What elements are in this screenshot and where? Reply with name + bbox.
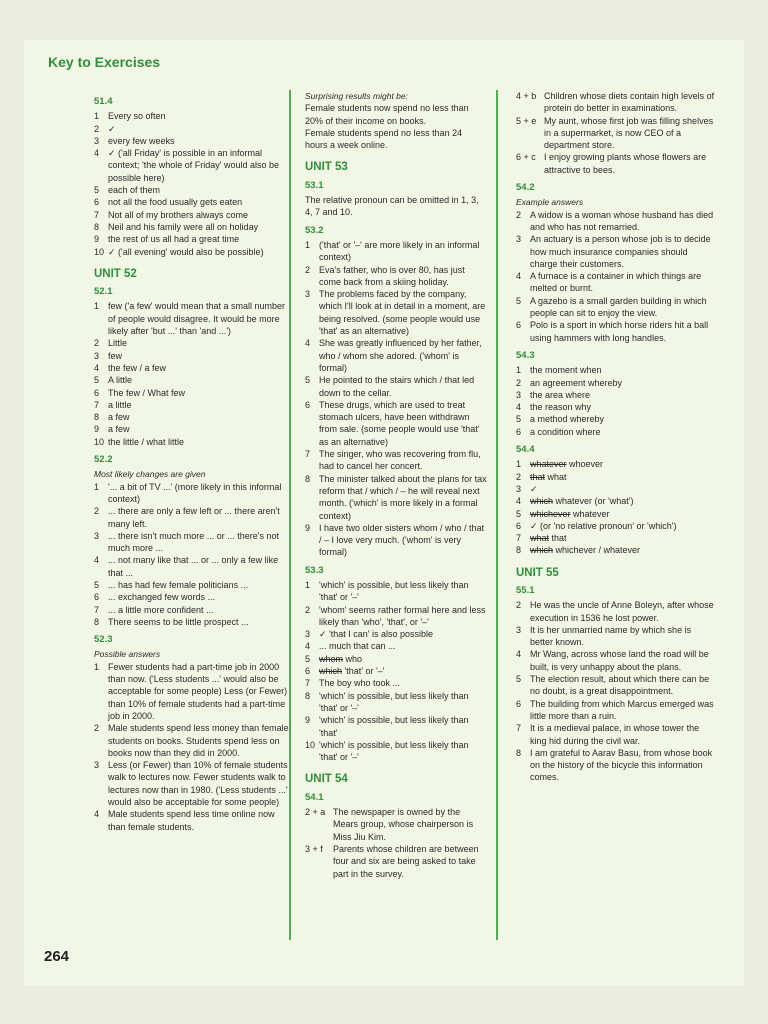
item-number: 2	[516, 471, 522, 482]
answer-item	[94, 505, 290, 530]
correction-text: that	[549, 533, 567, 544]
item-number: 2	[305, 604, 311, 615]
item-text: These drugs, which are used to treat stomach ulcers, have been withdrawn from sale. (some people would use 'that' as an alternative)	[319, 399, 480, 447]
item-text	[530, 532, 716, 544]
item-number: 5	[94, 579, 100, 590]
item-number: 3	[516, 389, 522, 400]
item-text: A little	[108, 375, 133, 386]
answer-item	[94, 233, 290, 245]
correction-text: whatever (or 'what')	[553, 496, 634, 507]
answer-item	[305, 374, 487, 399]
answer-item	[94, 423, 290, 435]
item-text: the few / a few	[108, 362, 167, 373]
item-number: 10	[94, 246, 105, 257]
answer-item	[94, 387, 290, 399]
item-number: 2	[94, 506, 100, 517]
item-text: 'whom' seems rather formal here and less likely than 'who', 'that', or '–'	[319, 604, 486, 627]
answer-item	[305, 239, 487, 264]
item-text: ... a little more confident ...	[108, 604, 214, 615]
item-number: 5 + e	[516, 115, 537, 126]
answer-item	[94, 591, 290, 603]
answer-item	[305, 288, 487, 337]
item-number: 4	[305, 641, 311, 652]
answer-item	[94, 221, 290, 233]
item-number: 8	[94, 616, 100, 627]
answer-item	[305, 690, 487, 715]
item-text: The building from which Marcus emerged was little more than a ruin.	[530, 698, 714, 721]
item-number: 4	[305, 338, 311, 349]
answer-item	[305, 653, 487, 665]
item-number: 1	[516, 459, 522, 470]
answer-item	[94, 246, 290, 258]
item-number: 4	[94, 148, 100, 159]
exercise-heading: 53.2	[305, 224, 324, 236]
item-number: 1	[305, 239, 311, 250]
item-number: 2	[94, 338, 100, 349]
answer-item	[94, 196, 290, 208]
item-number: 8	[305, 473, 311, 484]
item-text: My aunt, whose first job was filling shelves in a supermarket, is now CEO of a department store.	[544, 115, 714, 151]
item-text: Not all of my brothers always come	[108, 209, 249, 220]
item-text: The election result, about which there can be no doubt, is a great disappointment.	[530, 674, 710, 697]
answer-item	[516, 270, 716, 295]
item-text: an agreement whereby	[530, 377, 623, 388]
answer-item	[94, 481, 290, 506]
item-number: 8	[305, 690, 311, 701]
item-text: Fewer students had a part-time job in 2000 than now. ('Less students ...' would also be acceptable for some people) Less (or Fewer) than 10% of female students had a part-time job in 2000.	[108, 661, 288, 721]
answer-text: Female students now spend no less than 20% of their income on books.	[305, 103, 469, 126]
item-text: a few	[108, 412, 130, 423]
item-number: 4	[94, 555, 100, 566]
item-number: 8	[94, 221, 100, 232]
item-number: 1	[516, 365, 522, 376]
answer-item	[94, 661, 290, 722]
item-number: 8	[516, 747, 522, 758]
item-text: There seems to be little prospect ...	[108, 616, 249, 627]
item-number: 2	[516, 377, 522, 388]
item-text: Polo is a sport in which horse riders hit a ball using hammers with long handles.	[530, 320, 709, 343]
item-text: Parents whose children are between four and six are being asked to take part in the survey.	[333, 843, 479, 879]
instruction-note: Surprising results might be:	[305, 91, 408, 101]
answer-item	[94, 579, 290, 591]
answer-item	[94, 759, 290, 808]
item-number: 3	[305, 629, 311, 640]
exercise-heading: 52.1	[94, 286, 113, 298]
item-text: a method whereby	[530, 414, 605, 425]
item-number: 9	[305, 715, 311, 726]
item-number: 6	[94, 387, 100, 398]
correction-text: what	[545, 471, 567, 482]
exercise-heading: 51.4	[94, 96, 113, 107]
item-text: a little	[108, 399, 132, 410]
item-number: 6	[305, 666, 311, 677]
item-number: 4	[516, 271, 522, 282]
answer-item	[516, 319, 716, 344]
item-text: not all the food usually gets eaten	[108, 197, 243, 208]
item-number: 2	[516, 600, 522, 611]
item-text: Neil and his family were all on holiday	[108, 221, 259, 232]
answer-item	[516, 508, 716, 520]
item-text: the moment when	[530, 365, 602, 376]
item-text: The newspaper is owned by the Mears group, whose chairperson is Miss Jiu Kim.	[333, 807, 474, 842]
answer-item	[94, 184, 290, 196]
item-number: 4	[516, 649, 522, 660]
item-number: 2	[94, 123, 100, 134]
answer-item	[94, 350, 290, 362]
answer-item	[305, 640, 487, 652]
struck-word: whichever	[530, 508, 571, 519]
item-number: 2	[94, 723, 100, 734]
item-text: He was the uncle of Anne Boleyn, after whose execution in 1536 he lost power.	[530, 600, 714, 623]
answer-item	[516, 471, 716, 483]
exercise-heading: 54.2	[516, 182, 535, 194]
item-text: '... a bit of TV ...' (more likely in this informal context)	[108, 481, 282, 504]
item-number: 6	[516, 698, 522, 709]
item-number: 7	[305, 449, 311, 460]
item-number: 3	[305, 289, 311, 300]
answer-item	[516, 364, 716, 376]
item-text: the little / what little	[108, 436, 185, 447]
item-text: An actuary is a person whose job is to decide how much insurance companies should charge their customers.	[530, 234, 711, 269]
item-text: ... exchanged few words ...	[108, 592, 216, 603]
answer-item	[305, 628, 487, 640]
item-number: 1	[305, 579, 311, 590]
item-text: ... not many like that ... or ... only a few like that ...	[108, 555, 279, 578]
page-title: Key to Exercises	[48, 54, 161, 70]
item-text: The minister talked about the plans for tax reform that / which / – he will reveal next month. ('which' is more likely in a formal context)	[319, 473, 487, 521]
answer-item	[516, 747, 716, 784]
answer-item	[516, 698, 716, 723]
answer-item	[516, 483, 716, 495]
item-number: 3	[516, 483, 522, 494]
item-number: 7	[94, 604, 100, 615]
item-number: 4	[94, 362, 100, 373]
item-number: 5	[516, 508, 522, 519]
answer-item	[516, 532, 716, 544]
item-number: 3	[94, 760, 100, 771]
answer-item	[516, 458, 716, 470]
item-number: 4	[516, 496, 522, 507]
answer-item	[94, 209, 290, 221]
answer-item	[94, 362, 290, 374]
answer-item	[305, 399, 487, 448]
item-number: 3	[516, 624, 522, 635]
answer-item	[516, 233, 716, 270]
item-text: few ('a few' would mean that a small number of people would disagree. It would be more likely after 'but ...' than 'and ...')	[108, 301, 286, 337]
answer-item	[516, 722, 716, 747]
answer-item	[516, 673, 716, 698]
struck-word: whom	[319, 653, 344, 664]
column-divider	[496, 90, 498, 940]
item-text	[319, 653, 487, 665]
item-text: ✓ ('all Friday' is possible in an informal context; 'the whole of Friday' would also be possible here)	[108, 148, 280, 183]
answer-item	[94, 554, 290, 579]
item-text: The boy who took ...	[319, 678, 401, 689]
exercise-heading: 54.1	[305, 791, 324, 803]
item-text: Mr Wang, across whose land the road will be built, is very unhappy about the plans.	[530, 649, 709, 672]
item-number: 2 + a	[305, 807, 326, 818]
item-number: 4 + b	[516, 91, 537, 101]
answer-item	[305, 677, 487, 689]
column-1	[94, 90, 290, 833]
item-number: 7	[305, 678, 311, 689]
item-text: each of them	[108, 185, 161, 196]
answer-item	[94, 399, 290, 411]
item-number: 6	[305, 399, 311, 410]
page-number: 264	[44, 948, 70, 965]
item-number: 5	[94, 375, 100, 386]
answer-item	[305, 264, 487, 289]
answer-item	[94, 123, 290, 135]
item-number: 7	[516, 533, 522, 544]
correction-text: whichever / whatever	[553, 545, 641, 556]
item-text: The few / What few	[108, 387, 186, 398]
column-divider	[289, 90, 291, 940]
answer-item	[516, 90, 716, 115]
item-number: 5	[516, 414, 522, 425]
exercise-heading: 53.3	[305, 564, 324, 576]
exercise-heading: 54.4	[516, 444, 535, 456]
item-number: 6	[516, 426, 522, 437]
answer-item	[516, 401, 716, 413]
item-text: the reason why	[530, 402, 592, 413]
item-text: Less (or Fewer) than 10% of female students walk to lectures now. Fewer students walk to lectures now than in 1980. ('Less students ...' would also be acceptable for some people)	[108, 760, 288, 808]
unit-heading: UNIT 53	[305, 161, 348, 174]
answer-item	[516, 544, 716, 556]
instruction-note: Most likely changes are given	[94, 469, 206, 480]
item-number: 1	[94, 661, 100, 672]
item-number: 3 + f	[305, 843, 323, 854]
correction-text: whoever	[566, 459, 604, 470]
item-text	[530, 458, 716, 470]
item-text	[319, 665, 487, 677]
instruction-note: Possible answers	[94, 649, 161, 660]
answer-item	[94, 374, 290, 386]
item-text: ✓	[108, 123, 116, 134]
item-text: ... has had few female politicians ...	[108, 579, 249, 590]
item-text	[530, 471, 716, 483]
exercise-heading: 55.1	[516, 584, 535, 596]
answer-item	[305, 739, 487, 764]
item-number: 6	[516, 320, 522, 331]
item-number: 4	[94, 809, 100, 820]
answer-item	[516, 426, 716, 438]
answer-text: Female students spend no less than 24 hours a week online.	[305, 127, 463, 151]
item-text: A furnace is a container in which things are melted or burnt.	[530, 271, 702, 294]
item-number: 6	[94, 592, 100, 603]
item-number: 10	[305, 739, 316, 750]
struck-word: whatever	[530, 459, 567, 470]
item-number: 3	[94, 530, 100, 541]
answer-item	[516, 520, 716, 532]
answer-item	[94, 722, 290, 759]
item-number: 6	[94, 197, 100, 208]
item-number: 6	[516, 520, 522, 531]
item-number: 5	[94, 185, 100, 196]
item-text: the area where	[530, 389, 591, 400]
answer-item	[516, 495, 716, 507]
item-text: every few weeks	[108, 135, 175, 146]
item-text: The singer, who was recovering from flu, had to cancel her concert.	[319, 449, 481, 472]
answer-item	[305, 843, 487, 880]
item-text: Male students spend less time online now than female students.	[108, 809, 275, 832]
item-text	[530, 508, 716, 520]
struck-word: that	[530, 471, 546, 482]
item-text: ✓ (or 'no relative pronoun' or 'which')	[530, 520, 677, 531]
item-text: the rest of us all had a great time	[108, 234, 240, 245]
answer-item	[305, 665, 487, 677]
exercise-heading: 52.3	[94, 634, 113, 646]
item-text	[530, 495, 716, 507]
answer-item	[516, 648, 716, 673]
item-number: 9	[94, 424, 100, 435]
item-text: Every so often	[108, 111, 166, 122]
exercise-heading: 52.2	[94, 454, 113, 466]
item-number: 9	[305, 522, 311, 533]
item-text: ✓ 'that I can' is also possible	[319, 629, 434, 640]
answer-item	[516, 377, 716, 389]
exercise-heading: 53.1	[305, 179, 324, 191]
answer-item	[94, 604, 290, 616]
item-text	[530, 544, 716, 556]
item-text: It is a medieval palace, in whose tower the king hid during the civil war.	[530, 723, 700, 746]
item-text: 'which' is possible, but less likely than 'that' or '–'	[319, 579, 469, 603]
answer-item	[516, 599, 716, 624]
item-text: A gazebo is a small garden building in which people can sit to enjoy the view.	[530, 295, 707, 319]
correction-text: 'that' or '–'	[342, 666, 385, 677]
answer-item	[305, 806, 487, 843]
answer-item	[94, 147, 290, 184]
item-text: 'which' is possible, but less likely than 'that' or '–'	[319, 690, 469, 713]
struck-word: which	[530, 545, 554, 556]
item-text: I enjoy growing plants whose flowers are attractive to bees.	[544, 152, 707, 175]
item-number: 1	[94, 111, 100, 122]
exercise-heading: 54.3	[516, 349, 535, 361]
answer-item	[305, 604, 487, 629]
answer-item	[305, 337, 487, 374]
answer-item	[94, 110, 290, 122]
item-text: 'which' is possible, but less likely than 'that' or '–'	[319, 739, 469, 763]
item-text: ... there are only a few left or ... there aren't many left.	[108, 506, 280, 529]
item-text: The problems faced by the company, which I'll look at in detail in a moment, are being resolved. (some people would use 'that' as an alternative)	[319, 289, 486, 337]
unit-heading: UNIT 55	[516, 566, 559, 579]
item-text: He pointed to the stairs which / that led down to the cellar.	[319, 375, 475, 398]
item-number: 5	[516, 674, 522, 685]
item-text: She was greatly influenced by her father, who / whom she adored. ('whom' is formal)	[319, 338, 482, 373]
item-number: 2	[516, 209, 522, 220]
item-number: 8	[516, 545, 522, 556]
item-number: 5	[305, 653, 311, 664]
item-text: I am grateful to Aarav Basu, from whose book on the history of the bicycle this information comes.	[530, 747, 713, 783]
item-text: ... there isn't much more ... or ... there's not much more ...	[108, 530, 280, 554]
instruction-note: Example answers	[516, 197, 584, 208]
item-text: ('that' or '–' are more likely in an informal context)	[319, 239, 480, 263]
item-text: Little	[108, 338, 128, 349]
answer-item	[305, 714, 487, 739]
item-number: 3	[94, 135, 100, 146]
item-text: ✓	[530, 483, 538, 494]
item-text: 'which' is possible, but less likely than 'that'	[319, 715, 469, 738]
answer-item	[305, 579, 487, 604]
item-number: 3	[516, 234, 522, 245]
item-number: 10	[94, 436, 105, 447]
item-number: 6 + c	[516, 152, 536, 163]
item-text: I have two older sisters whom / who / that / – I love very much. ('whom' is very formal)	[319, 522, 485, 558]
item-number: 3	[94, 350, 100, 361]
unit-heading: UNIT 52	[94, 267, 137, 280]
answer-item	[94, 808, 290, 833]
answer-item	[516, 624, 716, 649]
struck-word: which	[319, 666, 343, 677]
correction-text: whatever	[570, 508, 610, 519]
item-number: 1	[94, 301, 100, 312]
item-number: 9	[94, 234, 100, 245]
item-text: It is her unmarried name by which she is better known.	[530, 624, 692, 648]
item-number: 5	[516, 295, 522, 306]
answer-item	[516, 115, 716, 152]
item-number: 4	[516, 402, 522, 413]
answer-item	[94, 616, 290, 628]
struck-word: what	[530, 533, 550, 544]
item-text: Male students spend less money than female students on books. Students spend less on books now than they did in 2000.	[108, 723, 289, 758]
item-number: 8	[94, 412, 100, 423]
correction-text: who	[343, 653, 363, 664]
answer-item	[94, 530, 290, 555]
answer-item	[305, 448, 487, 473]
answer-item	[305, 522, 487, 559]
unit-heading: UNIT 54	[305, 773, 348, 786]
answer-item	[516, 209, 716, 234]
column-2	[305, 90, 487, 880]
answer-item	[516, 295, 716, 320]
item-text: Children whose diets contain high levels of protein do better in examinations.	[544, 91, 715, 114]
item-text: ✓ ('all evening' would also be possible)	[108, 246, 264, 257]
item-text: few	[108, 350, 123, 361]
answer-item	[94, 300, 290, 337]
item-number: 1	[94, 481, 100, 492]
item-number: 7	[516, 723, 522, 734]
answer-item	[516, 389, 716, 401]
item-number: 7	[94, 399, 100, 410]
item-number: 5	[305, 375, 311, 386]
item-text: ... much that can ...	[319, 641, 396, 652]
answer-item	[94, 337, 290, 349]
struck-word: which	[530, 496, 554, 507]
item-text: Eva's father, who is over 80, has just come back from a skiing holiday.	[319, 264, 465, 287]
answer-item	[516, 151, 716, 176]
item-text: a condition where	[530, 426, 601, 437]
item-text: A widow is a woman whose husband has died and who has not remarried.	[530, 209, 714, 232]
answer-item	[94, 135, 290, 147]
column-3	[516, 90, 716, 784]
item-number: 2	[305, 264, 311, 275]
answer-text: The relative pronoun can be omitted in 1, 3, 4, 7 and 10.	[305, 195, 479, 218]
answer-item	[516, 413, 716, 425]
answer-item	[94, 436, 290, 448]
answer-item	[305, 473, 487, 522]
answer-item	[94, 411, 290, 423]
item-text: a few	[108, 424, 130, 435]
item-number: 7	[94, 209, 100, 220]
